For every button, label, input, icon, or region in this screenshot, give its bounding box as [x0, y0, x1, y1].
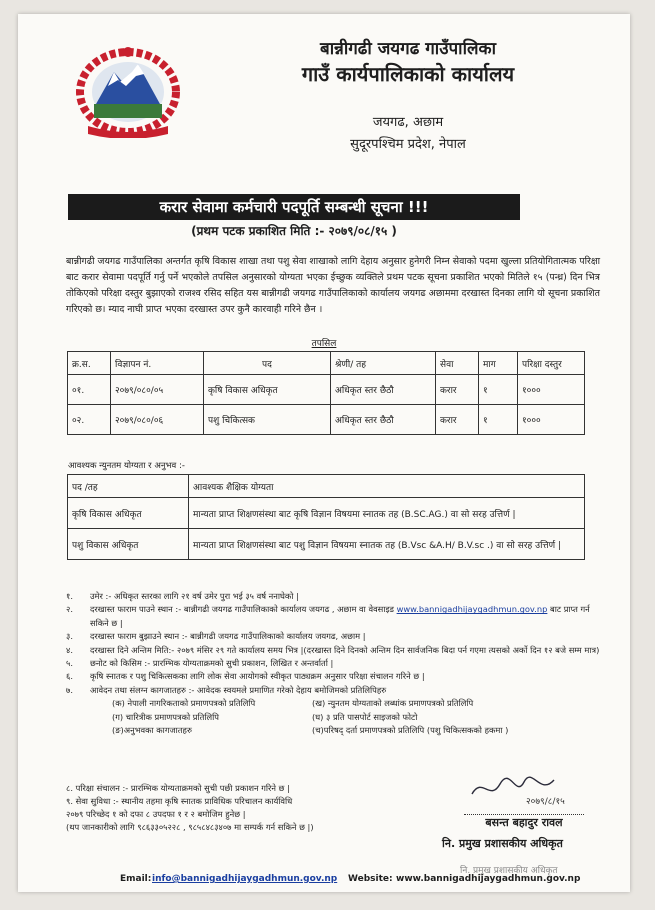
signatory-title: नि. प्रमुख प्रशासकीय अधिकृत	[442, 837, 563, 850]
qualification-table	[67, 474, 585, 560]
notes	[66, 782, 396, 834]
table-header: विज्ञापन नं.	[111, 352, 204, 375]
list-item: ७. आवेदन तथा संलग्न कागजातहरु :- आवेदक स्वयमले प्रमाणित गरेको देहाय बमोजिमको प्रतिलिपिहरु	[66, 684, 387, 695]
table-header: परिक्षा दस्तुर	[518, 352, 585, 375]
table-header: आवश्यक शैक्षिक योग्यता	[189, 475, 585, 498]
table-header: पद /तह	[68, 475, 189, 498]
list-item: ५. छनोट को किसिम :- प्रारम्भिक योग्यताक्रमको सुची प्रकाशन, लिखित र अन्तर्वार्ता |	[66, 658, 334, 669]
table-header: सेवा	[436, 352, 479, 375]
table-cell: करार	[436, 405, 479, 435]
table-row	[68, 405, 585, 435]
office-name: गाउँ कार्यपालिकाको कार्यालय	[301, 62, 515, 86]
official-stamp: नि. प्रमुख प्रशासकीय अधिकृत	[460, 866, 558, 876]
list-item: ३. दरखास्त फाराम बुझाउने स्थान :- बान्नीगढी जयगढ गाउँपालिकाको कार्यालय जयगढ, अछाम |	[66, 631, 366, 642]
signature-scribble	[464, 772, 584, 806]
table-row	[68, 498, 585, 529]
table-cell: ०१.	[68, 375, 111, 405]
table-row	[68, 375, 585, 405]
table-cell: करार	[436, 375, 479, 405]
table-cell: २०७९/०८०/०५	[111, 375, 204, 405]
list-item: २. दरखास्त फाराम पाउने स्थान :- बान्नीगढी जयगढ गाउँपालिकाको कार्यालय जयगढ , अछाम वा वेवसाइड www.bannigadhijaygadhmun.gov.np बाट प्राप्त गर्न सकिने छ |	[66, 604, 590, 628]
table-cell: कृषि विकास अधिकृत	[204, 375, 331, 405]
vacancy-table	[67, 351, 585, 435]
doc-row: (क) नेपाली नागरिकताको प्रमाणपत्रको प्रतिलिपि (ख) न्युनतम योग्यताको लब्धांक प्रमाणपत्रको प्रतिलिपि	[112, 698, 474, 709]
signature-block	[442, 772, 624, 876]
table-cell: अधिकृत स्तर छैठौ	[331, 405, 436, 435]
table-cell: मान्यता प्राप्त शिक्षणसंस्था बाट कृषि विज्ञान विषयमा स्नातक तह (B.SC.AG.) वा सो सरह उत्तिर्ण |	[189, 498, 585, 529]
table-cell: अधिकृत स्तर छैठौ	[331, 375, 436, 405]
table-cell: १०००	[518, 375, 585, 405]
website-footer-link[interactable]: www.bannigadhijaygadhmun.gov.np	[396, 874, 581, 884]
doc-row: (ङ)अनुभवका कागजातहरु (च)परिषद् दर्ता प्रमाणपत्रको प्रतिलिपि (पशु चिकित्सकको हकमा )	[112, 725, 509, 736]
notice-paragraph: बान्नीगढी जयगढ गाउँपालिका अन्तर्गत कृषि विकास शाखा तथा पशु सेवा शाखाको लागि देहाय अनुसार हुनेगरी निम्न सेवाको पदमा खुल्ला प्रतियोगितात्मक परिक्षा बाट करार सेवामा पदपूर्ति गर्नु पर्ने भएकोले तपसिल अनुसारको योग्यता भएका ईच्छुक व्यक्तिले प्रथम पटक सूचना प्रकाशित भएको मितिले १५ (पन्ध्र) दिन भित्र तोकिएको परिक्षा दस्तुर बुझाएको राजश्व रसिद सहित यस बान्नीगढी जयगढ गाउँपालिकाको कार्यालय जयगढ अछाममा दरखास्त दिनका लागि यो सूचना प्रकाशित गरिएको छ। म्याद नाघी प्राप्त भएका दरखास्त उपर कुनै कारवाही गरिने छैन ।	[66, 256, 600, 315]
table-header: पद	[204, 352, 331, 375]
table-header-row	[68, 475, 585, 498]
list-item: ४. दरखास्त दिने अन्तिम मिति:- २०७९ मंसिर २९ गते कार्यालय समय भित्र |(दरखास्त दिने दिनको अन्तिम दिन सार्वजनिक बिदा पर्न गएमा त्यसको अर्को दिन १२ बजे सम्म मात्र)	[66, 644, 600, 655]
email-label: Email:	[120, 874, 152, 884]
table-cell: ०२.	[68, 405, 111, 435]
office-location: जयगढ, अछाम	[372, 115, 444, 130]
table-cell: २०७९/०८०/०६	[111, 405, 204, 435]
signature-date: २०७९/८/१५	[526, 797, 565, 807]
table-cell: कृषि विकास अधिकृत	[68, 498, 189, 529]
table-cell: पशु चिकित्सक	[204, 405, 331, 435]
website-link[interactable]: www.bannigadhijaygadhmun.gov.np	[396, 604, 548, 615]
email-link[interactable]: info@bannigadhijaygadhmun.gov.np	[152, 874, 338, 884]
list-item: १. उमेर :- अधिकृत स्तरका लागि २१ वर्ष उमेर पुरा भई ३५ वर्ष ननाघेको |	[66, 591, 299, 601]
table-header: क्र.स.	[68, 352, 111, 375]
signatory-name: बसन्त बहादुर रावल	[464, 814, 584, 830]
website-label: Website:	[348, 874, 393, 884]
notice-title: करार सेवामा कर्मचारी पदपूर्ति सम्बन्धी सूचना !!!	[68, 194, 520, 220]
table-caption: तपसिल	[311, 339, 337, 349]
table-cell: १०००	[518, 405, 585, 435]
note-line: ९. सेवा सुविधा :- स्थानीय तहमा कृषि स्नातक प्राविधिक परिचालन कार्यविधि	[66, 796, 293, 806]
qualification-title: आवश्यक न्युनतम योग्यता र अनुभव :-	[68, 461, 185, 471]
table-cell: पशु विकास अधिकृत	[68, 529, 189, 560]
notice-paper	[18, 14, 630, 892]
notice-subtitle: (प्रथम पटक प्रकाशित मिति :- २०७९/०८/१५ )	[191, 224, 397, 238]
table-header-row	[68, 352, 585, 375]
note-line: (थप जानकारीको लागि ९८६३३०५२२८ , ९८५८४८३४०७ मा सम्पर्क गर्न सकिने छ |)	[66, 822, 314, 832]
table-header: माग	[479, 352, 518, 375]
note-line: ८. परिक्षा संचालन :- प्रारम्भिक योग्यताक्रमको सुची पछी प्रकाशन गरिने छ |	[66, 783, 290, 793]
note-line: २०७९ परिच्छेद १ को दफा ८ उपदफा १ र २ बमोजिम हुनेछ |	[66, 809, 246, 819]
table-header: श्रेणी/ तह	[331, 352, 436, 375]
conditions-list	[66, 590, 606, 737]
table-cell: १	[479, 375, 518, 405]
municipality-name: बान्नीगढी जयगढ गाउँपालिका	[320, 39, 496, 59]
office-province: सुदूरपश्चिम प्रदेश, नेपाल	[350, 137, 466, 152]
doc-row: (ग) चारित्रीक प्रमाणपत्रको प्रतिलिपि (घ) ३ प्रति पासपोर्ट साइजको फोटो	[112, 711, 418, 722]
nepal-emblem-icon	[74, 42, 182, 138]
table-row	[68, 529, 585, 560]
table-cell: १	[479, 405, 518, 435]
list-item: ६. कृषि स्नातक र पशु चिकित्सकका लागि लोक सेवा आयोगको स्वीकृत पाठ्यक्रम अनुसार परिक्षा संचालन गरिने छ |	[66, 671, 425, 682]
table-cell: मान्यता प्राप्त शिक्षणसंस्था बाट पशु विज्ञान विषयमा स्नातक तह (B.Vsc &A.H/ B.V.sc .) वा सो सरह उत्तिर्ण |	[189, 529, 585, 560]
